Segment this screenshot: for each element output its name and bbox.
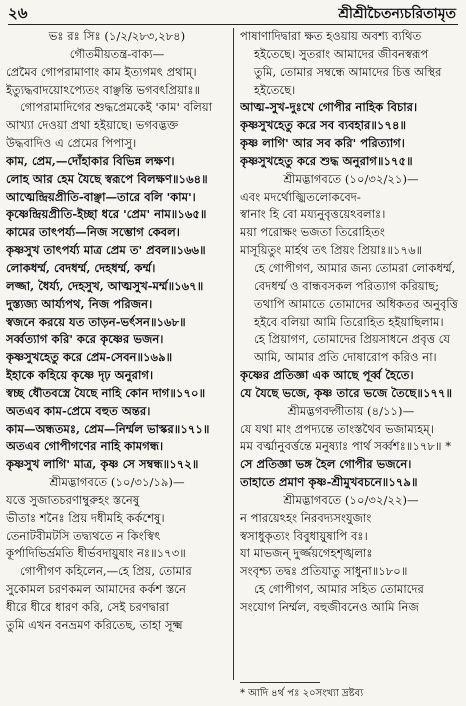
text-line: গোপরামাদিগের শুদ্ধপ্রেমকেই 'কাম' বলিয়া xyxy=(20,100,213,115)
text-line: আত্ম-সুখ-দুঃখে গোপীর নাহিক বিচার। xyxy=(240,100,418,115)
text-line: এবং মদর্থোজ্ঝিতলোকবেদ- xyxy=(240,189,361,204)
text-line: তাহাতে প্রমাণ কৃষ্ণ-শ্রীমুখবচনে॥১৭৯॥ xyxy=(240,475,418,490)
text-line: সর্ব্বত্যাগ করি' করে কৃষ্ণের ভজন। xyxy=(6,332,164,347)
text-line: সে প্রতিজ্ঞা ভঙ্গ হৈল গোপীর ভজনে। xyxy=(240,457,412,472)
text-line: পাষাণাদিদ্বারা ক্ষত হওয়ায় অবশ্য ব্যথিত xyxy=(240,29,422,43)
text-line: লোহ আর হেম যৈছে স্বরূপে বিলক্ষণ॥১৬৪॥ xyxy=(6,171,208,186)
text-line: যা মাভজন্ দুর্জ্জয়গেহশৃঙ্খলাঃ xyxy=(240,546,373,561)
text-line: সংবৃশ্চ্য তদ্বঃ প্রতিযাতু সাধুনা॥১৮০॥ xyxy=(240,564,408,579)
text-line: লজ্জা, ধৈর্য্য, দেহসুখ, আত্মসুখ-মর্ম্ম॥১৬৭॥ xyxy=(6,278,204,293)
text-line: কৃষ্ণসুখহেতু করে শুদ্ধ অনুরাগ॥১৭৫॥ xyxy=(240,153,413,168)
text-line: সুকোমল চরণকমল আমাদের কর্কশ স্তনে xyxy=(6,582,186,597)
text-line: যত্তে সুজাতচরণাম্বুরুহং স্তনেষু xyxy=(6,492,140,507)
text-line: দুস্ত্যজ্য আর্য্যপথ, নিজ পরিজন। xyxy=(6,296,153,311)
text-line: কাম—অন্ধতমঃ, প্রেম—নির্ম্মল ভাস্কর॥১৭১॥ xyxy=(6,421,210,436)
right-column xyxy=(240,28,462,617)
text-line: বেদধর্ম্ম ও বান্ধবসকল পরিত্যাগ করিয়াছ; xyxy=(254,278,440,293)
text-line: কৃষ্ণসুখ লাগি' মাত্র, কৃষ্ণ সে সম্বন্ধ॥১৭২॥ xyxy=(6,457,199,472)
text-line: হইতেছে। xyxy=(254,82,296,97)
text-line: হইতেছে। সুতরাং আমাদের জীবনস্বরূপ xyxy=(254,46,429,61)
text-line: তথাপি আমাতে তোমাদের অধিকতর অনুবৃত্তি xyxy=(254,296,458,311)
text-line: কৃষ্ণসুখহেতু করে সব ব্যবহার॥১৭৪॥ xyxy=(240,118,407,133)
text-line: উদ্ধবাদিও এ প্রেমের পিপাসু। xyxy=(6,136,137,151)
text-line: ধীরে ধীরে ধারণ করি, সেই চরণদ্বারা xyxy=(6,600,169,614)
page-header xyxy=(0,0,466,22)
text-line: তুমি, তোমার সম্বন্ধে আমাদের চিত্ত অস্থির xyxy=(254,64,442,79)
text-line: স্বজনে করয়ে যত তাড়ন-ভর্ৎসন॥১৬৮॥ xyxy=(6,314,186,329)
text-line: হে প্রিয়াগণ, তোমাদের প্রিয়সাধনে প্রবৃত্ত যে xyxy=(254,332,451,347)
text-line: গৌতমীয়তন্ত্র-বাক্য— xyxy=(69,46,165,61)
text-line: কৃষ্ণেন্দ্রিয়প্রীতি-ইচ্ছা ধরে 'প্রেম' নাম॥১৬৫॥ xyxy=(6,207,207,222)
text-line: আখ্যা দেওয়া প্রথা হইয়াছে। ভগবদ্ভক্ত xyxy=(6,118,179,133)
text-line: প্রেমৈব গোপরামাণাং কাম ইত্যগমৎ প্রথাম্। xyxy=(6,64,197,79)
text-line: শ্রীমদ্ভাগবতে (১০/৩২/২১)— xyxy=(283,171,419,186)
text-line: কাম, প্রেম,—দোঁহাকার বিভিন্ন লক্ষণ। xyxy=(6,153,175,168)
text-line: ভঃ রঃ সিঃ (১/২/২৮৩,২৮৪) xyxy=(48,29,186,43)
header-rule xyxy=(8,24,458,25)
text-line: ময়া পরোক্ষং ভজতা তিরোহিতং xyxy=(240,225,385,240)
running-title: শ্রীশ্রীচৈতন্যচরিতামৃত xyxy=(338,6,456,22)
text-line: হে গোপীগণ, আমার জন্য তোমরা লোকধর্ম্ম, xyxy=(254,260,456,275)
text-line: তেনাটবীমটসি তদ্ব্যথতে ন কিংস্বিৎ xyxy=(6,528,161,543)
text-line: কামের তাৎপর্য্য—নিজ সম্ভোগ কেবল। xyxy=(6,225,180,240)
text-line: হে গোপীগণ, আমার সহিত তোমাদের xyxy=(254,582,424,597)
text-line: ন পারয়েঽহং নিরবদ্যসংযুজাং xyxy=(240,510,372,525)
text-line: মাসূয়িতুং মার্হথ তৎ প্রিয়ং প্রিয়াঃ॥১৭৬॥ xyxy=(240,243,423,258)
text-line: লোকধর্ম্ম, বেদধর্ম্ম, দেহধর্ম্ম, কর্ম্ম। xyxy=(6,260,156,275)
footnote: * আদি ৪র্থ পঃ ২০সংখ্যা দ্রষ্টব্য xyxy=(240,688,364,699)
text-line: কৃষ্ণসুখহেতু করে প্রেম-সেবন॥১৬৯॥ xyxy=(6,350,173,365)
text-line: মম বর্ত্মানুবর্ত্তন্তে মনুষ্যাঃ পার্থ সর্ব্বশঃ॥১৭৮॥ * xyxy=(240,439,451,454)
text-line: কৃষ্ণের প্রতিজ্ঞা এক আছে পূর্ব্ব হৈতে। xyxy=(240,368,414,383)
text-line: স্বানাং হি বো ময্যনুবৃত্তয়েঽবলাঃ। xyxy=(240,207,386,222)
text-line: স্বচ্ছ ধৌতবস্ত্রে যৈছে নাহি কোন দাগ॥১৭০॥ xyxy=(6,385,206,400)
text-line: স্বসাধুকৃত্যং বিবুধায়ুষাপি বঃ। xyxy=(240,528,368,543)
text-line: যে যথা মাং প্রপদ্যন্তে তাংস্তথৈব ভজাম্যহম্। xyxy=(240,421,434,436)
left-column xyxy=(6,28,228,635)
text-line: সংযোগ নির্ম্মল, বহুজীবনেও আমি নিজ xyxy=(240,600,419,614)
text-line: শ্রীমদ্ভাগবতে (১০/৩১/১৯)— xyxy=(49,475,185,490)
page-number: ২৬ xyxy=(8,4,28,22)
text-line: আমি, আমার প্রতি দোষারোপ করিও না। xyxy=(254,350,437,365)
text-line: ভীতাঃ শনৈঃ প্রিয় দধীমহি কর্কশেষু। xyxy=(6,510,165,525)
text-line: কূর্পাদিভির্ভ্রমতি ধীর্ভবদায়ুষাং নঃ॥১৭৩॥ xyxy=(6,546,186,561)
text-line: গোপীগণ কহিলেন,—হে প্রিয়, তোমার xyxy=(20,564,192,579)
text-line: কৃষ্ণসুখ তাৎপর্য্য মাত্র প্রেম ত' প্রবল॥১৬৬॥ xyxy=(6,243,206,258)
column-divider xyxy=(233,28,234,680)
text-line: যে যৈছে ভজে, কৃষ্ণ তারে ভজে তৈছে॥১৭৭॥ xyxy=(240,385,453,400)
text-line: ইত্যুদ্ধবাদয়োঽপ্যেতং বাঞ্ছন্তি ভগবৎপ্রিয়াঃ॥ xyxy=(6,82,201,97)
text-line: শ্রীমদ্ভগবদ্গীতায় (৪/১১)— xyxy=(287,403,415,418)
text-line: হইবে বলিয়া আমি তিরোহিত হইয়াছিলাম। xyxy=(254,314,444,329)
text-line: আত্মেন্দ্রিয়প্রীতি-বাঞ্ছা—তারে বলি 'কাম'। xyxy=(6,189,196,204)
text-line: কৃষ্ণ লাগি' আর সব করি' পরিত্যাগ। xyxy=(240,136,405,151)
text-line: শ্রীমদ্ভাগবতে (১০/৩২/২২)— xyxy=(283,492,419,507)
footnote-rule xyxy=(240,682,320,683)
text-line: অতএব গোপীগণের নাহি কামগন্ধ। xyxy=(6,439,164,454)
text-line: অতএব কাম-প্রেমে বহুত অন্তর। xyxy=(6,403,151,418)
text-line: ইহাকে কহিয়ে কৃষ্ণে দৃঢ় অনুরাগ। xyxy=(6,368,154,383)
text-line: তুমি এখন বনভ্রমণ করিতেছ, তাহা সূক্ষ্ম xyxy=(6,617,183,632)
